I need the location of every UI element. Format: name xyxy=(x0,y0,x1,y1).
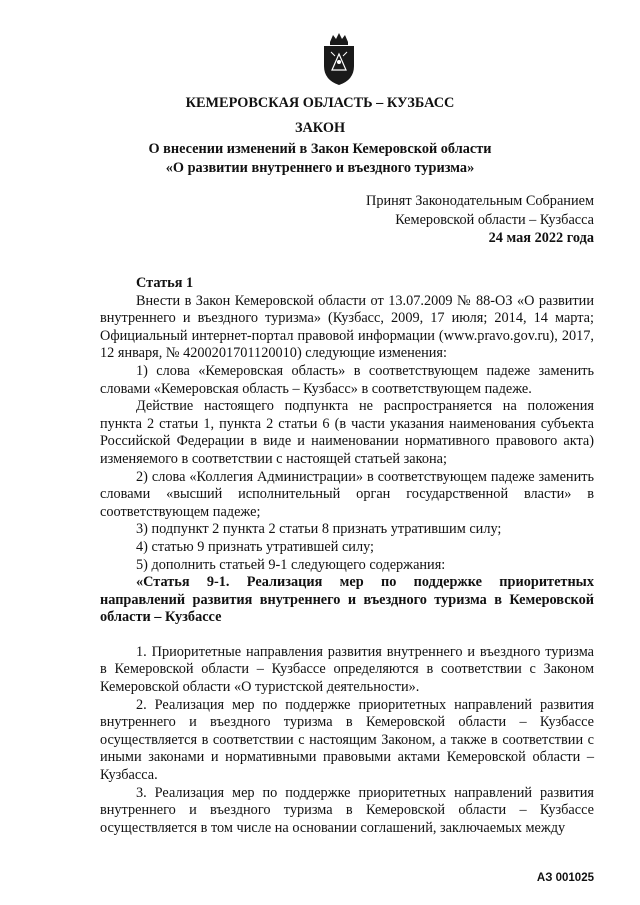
article-paragraph: 1) слова «Кемеровская область» в соответствующем падеже заменить словами «Кемеровская область – Кузбасс» в соответствующем падеже. xyxy=(100,362,594,397)
article-paragraph: Внести в Закон Кемеровской области от 13.07.2009 № 88-ОЗ «О развитии внутреннего и въездного туризма» (Кузбасс, 2009, 17 июля; 2014, 14 марта; Официальный интернет-портал правовой информации (www.pravo.gov.ru), 2017, 12 января, № 4200201701120010) следующие изменения: xyxy=(100,292,594,362)
adoption-line-1: Принят Законодательным Собранием xyxy=(366,193,594,209)
article-paragraph: 2) слова «Коллегия Администрации» в соответствующем падеже заменить словами «высший исполнительный орган государственной власти» в соответствующем падеже; xyxy=(100,468,594,520)
article-paragraph: 4) статью 9 признать утратившей силу; xyxy=(136,538,375,555)
article-paragraph: 3) подпункт 2 пункта 2 статьи 8 признать утратившим силу; xyxy=(136,521,502,538)
article-paragraph: Действие настоящего подпункта не распространяется на положения пункта 2 статьи 1, пункта 2 статьи 6 (в части указания наименования субъекта Российской Федерации в виде и наименовании нормативного правового акта) изменяемого в соответствии с настоящей статьей закона; xyxy=(100,398,594,467)
new-article-paragraph: 3. Реализация мер по поддержке приоритетных направлений развития внутреннего и въездного туризма в Кемеровской области – Кузбассе осуществляется в том числе на основании соглашений, заключаемых между xyxy=(100,784,594,836)
article-heading: Статья 1 xyxy=(136,275,194,291)
adoption-line-2: Кемеровской области – Кузбасса xyxy=(395,211,594,228)
article-paragraph: 5) дополнить статьей 9-1 следующего содержания: xyxy=(136,556,446,573)
adoption-block xyxy=(366,192,594,248)
article-body xyxy=(100,275,594,837)
law-label: ЗАКОН xyxy=(294,120,346,136)
new-article-paragraph: 1. Приоритетные направления развития внутреннего и въездного туризма в Кемеровской области – Кузбассе определяются в соответствии с Законом Кемеровской области «О туристской деятельности». xyxy=(100,643,594,696)
coat-of-arms-icon xyxy=(319,32,359,86)
new-article-heading: «Статья 9-1. Реализация мер по поддержке приоритетных направлений развития внутреннего и въездного туризма в Кемеровской области – Кузбассе xyxy=(100,574,594,626)
law-title-line-2: «О развитии внутреннего и въездного туризма» xyxy=(165,160,475,176)
adoption-date: 24 мая 2022 года xyxy=(488,230,594,246)
document-serial-code: АЗ 001025 xyxy=(536,872,594,884)
law-title-line-1: О внесении изменений в Закон Кемеровской области xyxy=(148,141,492,157)
region-title: КЕМЕРОВСКАЯ ОБЛАСТЬ – КУЗБАСС xyxy=(185,95,455,111)
new-article-paragraph: 2. Реализация мер по поддержке приоритетных направлений развития внутреннего и въездного туризма в Кемеровской области – Кузбассе осуществляется в соответствии с настоящим Законом, а также в соответствии с иными законами и нормативными правовыми актами Кемеровской области – Кузбасса. xyxy=(100,696,594,784)
